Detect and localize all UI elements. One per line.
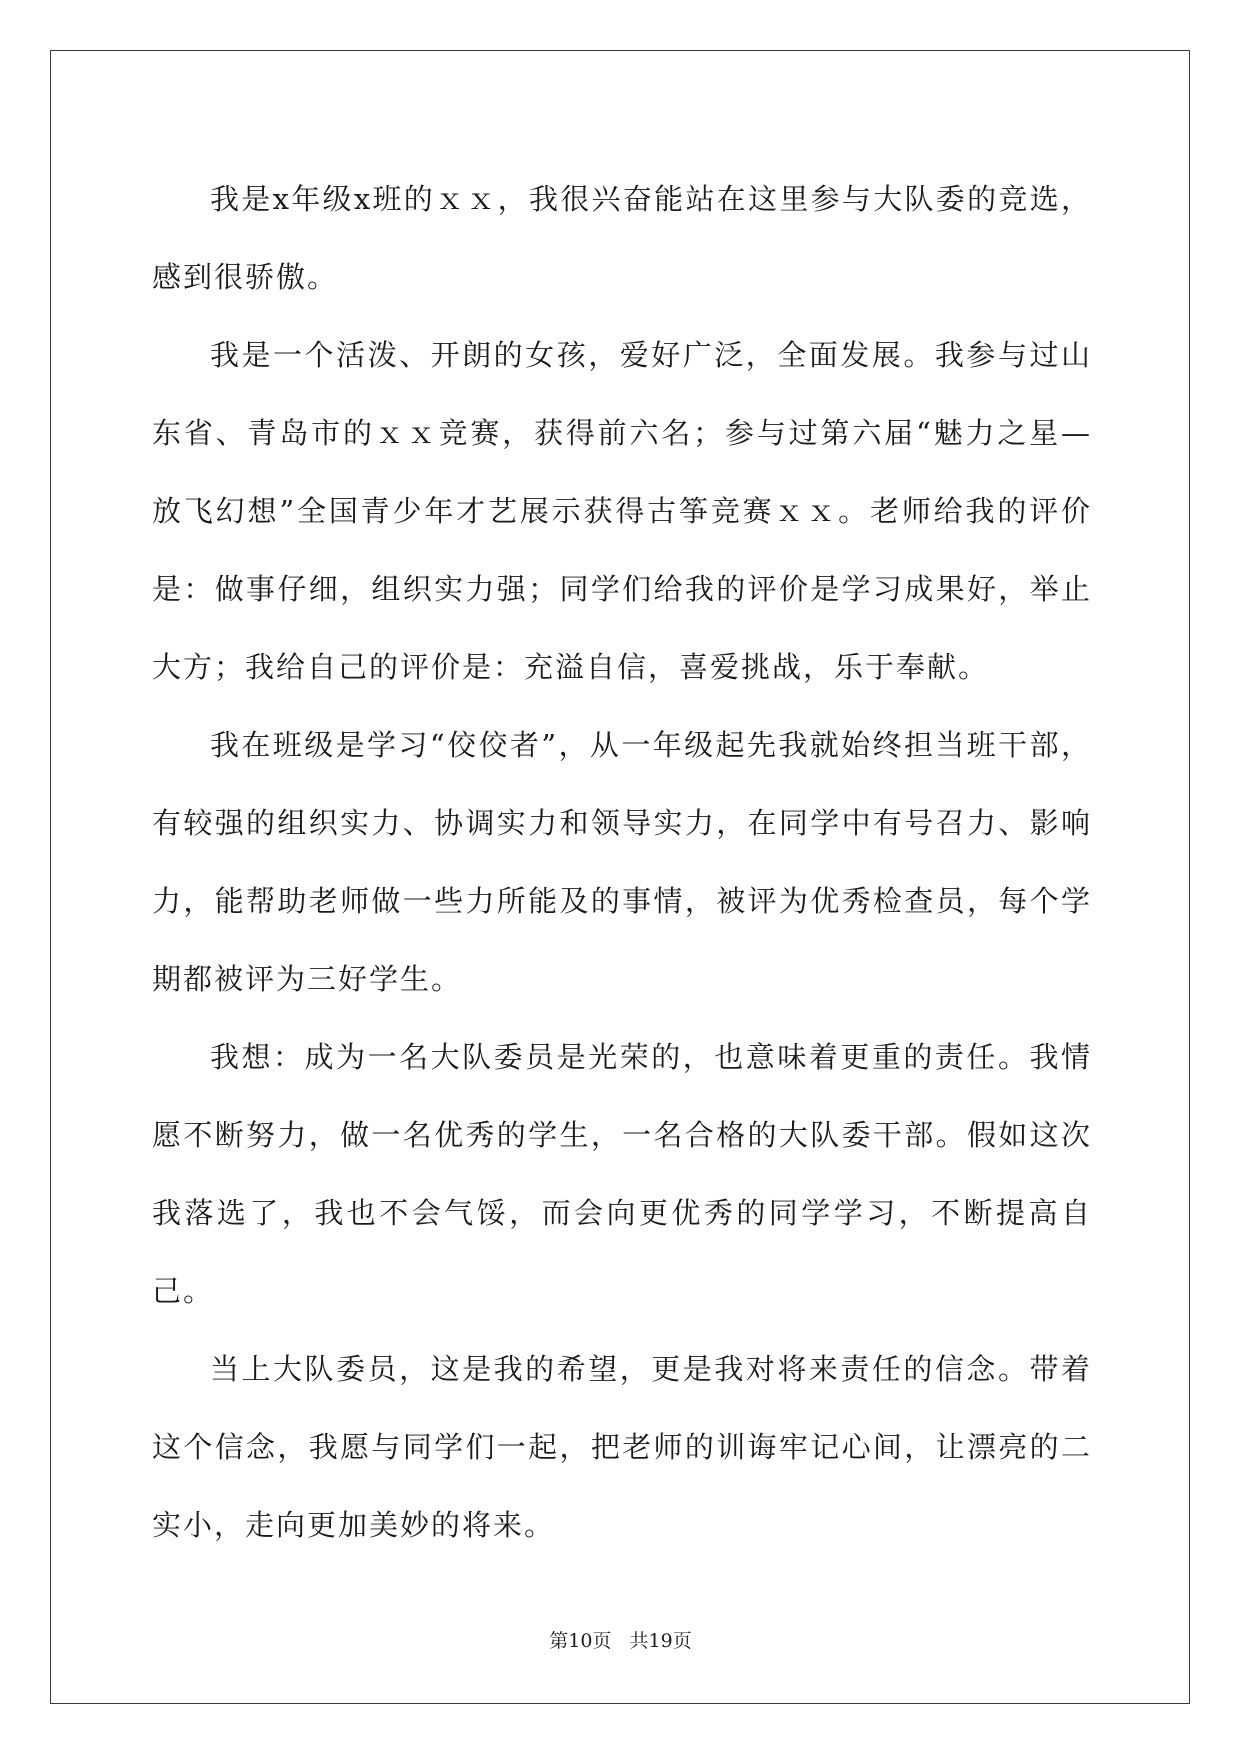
page-number-total: 共19页 [629, 1630, 692, 1652]
paragraph-3: 我在班级是学习“佼佼者”，从一年级起先我就始终担当班干部，有较强的组织实力、协调实力和领导实力，在同学中有号召力、影响力，能帮助老师做一些力所能及的事情，被评为优秀检查员，每个学期都被评为三好学生。 [152, 728, 1092, 996]
paragraph-4: 我想：成为一名大队委员是光荣的，也意味着更重的责任。我情愿不断努力，做一名优秀的学生，一名合格的大队委干部。假如这次我落选了，我也不会气馁，而会向更优秀的同学学习，不断提高自己。 [152, 1040, 1092, 1308]
paragraph-1: 我是x年级x班的ｘｘ，我很兴奋能站在这里参与大队委的竞选，感到很骄傲。 [152, 182, 1092, 294]
document-body [152, 160, 1092, 1564]
page-footer [0, 1626, 1241, 1653]
paragraph-2: 我是一个活泼、开朗的女孩，爱好广泛，全面发展。我参与过山东省、青岛市的ｘｘ竞赛，获得前六名；参与过第六届“魅力之星—放飞幻想”全国青少年才艺展示获得古筝竞赛ｘｘ。老师给我的评价是：做事仔细，组织实力强；同学们给我的评价是学习成果好，举止大方；我给自己的评价是：充溢自信，喜爱挑战，乐于奉献。 [152, 338, 1092, 684]
paragraph-5: 当上大队委员，这是我的希望，更是我对将来责任的信念。带着这个信念，我愿与同学们一起，把老师的训诲牢记心间，让漂亮的二实小，走向更加美妙的将来。 [152, 1352, 1092, 1542]
page-number-current: 第10页 [549, 1630, 612, 1652]
